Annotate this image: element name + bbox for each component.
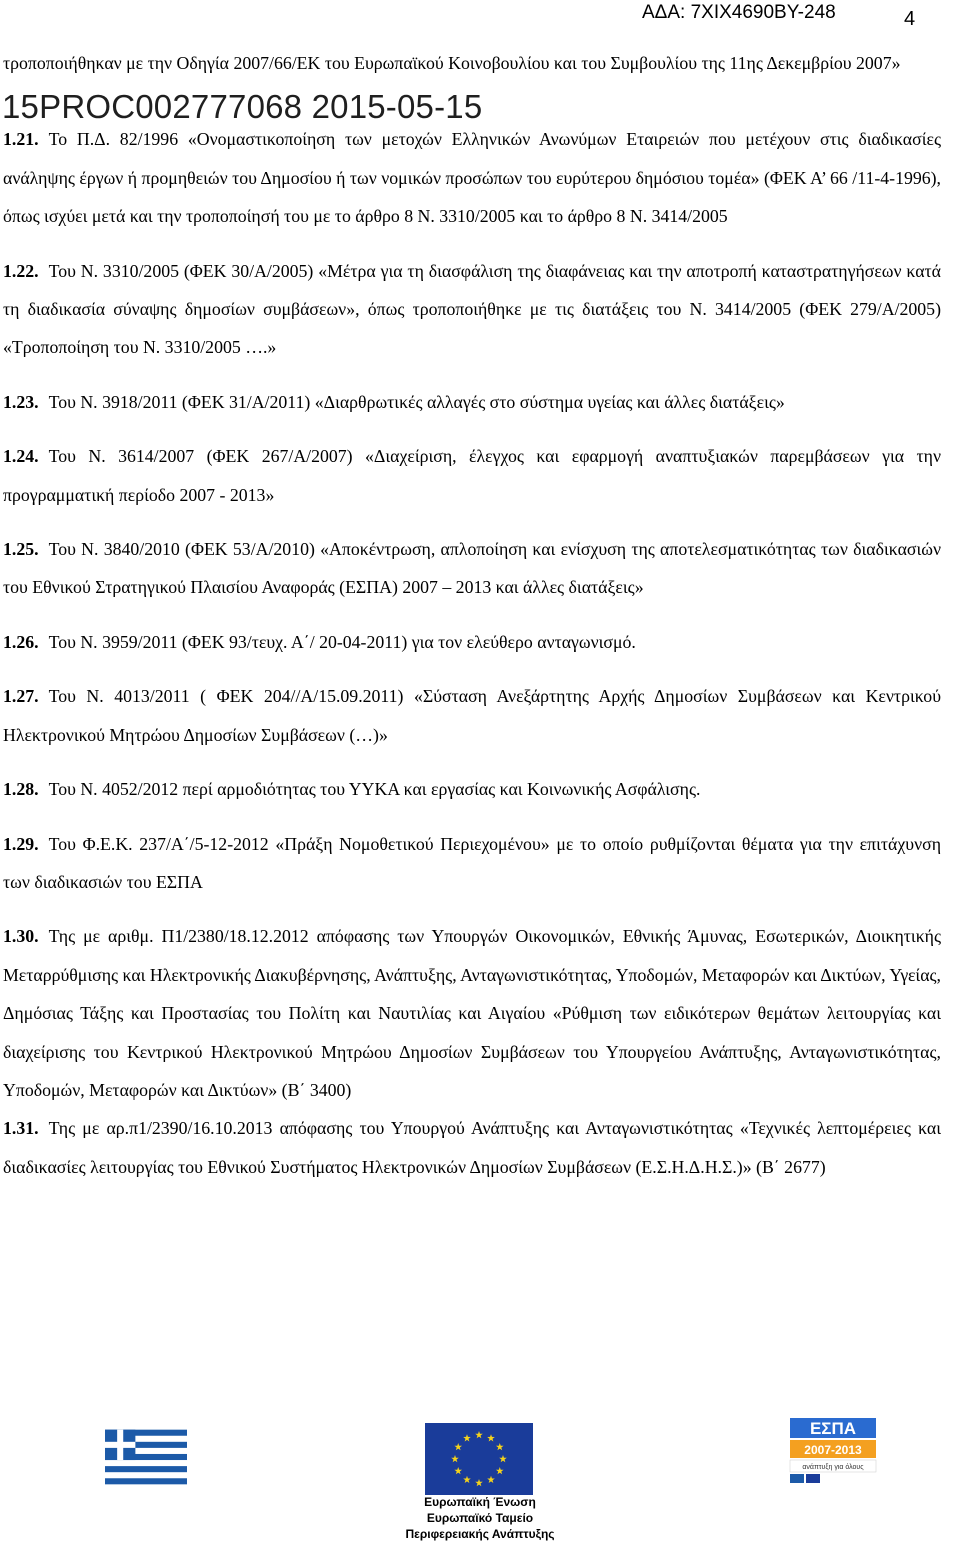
document-body [3,44,941,1186]
clause-number: 1.29. [3,833,39,854]
clause-number: 1.31. [3,1118,39,1139]
eu-flag-icon [425,1423,533,1495]
clause-number: 1.23. [3,391,39,412]
page-number: 4 [904,8,916,30]
clause-1-31 [3,1109,941,1186]
clause-1-22 [3,252,941,367]
clause-text: Του Ν. 3959/2011 (ΦΕΚ 93/τευχ. Α΄/ 20-04-2011) για τον ελεύθερο ανταγωνισμό. [48,631,636,652]
clause-1-30 [3,917,941,1109]
eu-caption [380,1494,580,1542]
espa-logo [782,1416,882,1496]
clause-text: Το Π.Δ. 82/1996 «Ονομαστικοποίηση των μετοχών Ελληνικών Ανωνύμων Εταιρειών που μετέχουν στις διαδικασίες ανάληψης έργων ή προμηθειών του Δημοσίου ή των νομικών προσώπων του ευρύτερου δημόσιου τομέα» (ΦΕΚ Α’ 66 /11-4-1996), όπως ισχύει μετά και την τροποποίησή του με το άρθρο 8 Ν. 3310/2005 και το άρθρο 8 Ν. 3414/2005 [3,129,941,227]
clause-1-27 [3,677,941,754]
clause-1-26 [3,623,941,661]
clause-number: 1.27. [3,686,39,707]
clause-1-29 [3,825,941,902]
espa-wordmark: ΕΣΠΑ [809,1419,857,1438]
protocol-watermark: 15PROC002777068 2015-05-15 [2,88,483,125]
clause-text: Της με αριθμ. Π1/2380/18.12.2012 απόφασης των Υπουργών Οικονομικών, Εθνικής Άμυνας, Εσωτερικών, Διοικητικής Μεταρρύθμισης και Ηλεκτρονικής Διακυβέρνησης, Ανάπτυξης, Ανταγωνιστικότητας, Υποδομών, Μεταφορών και Δικτύων, Υγείας, Δημόσιας Τάξης και Προστασίας του Πολίτη και Ναυτιλίας και Αιγαίου «Ρύθμιση των ειδικότερων θεμάτων λειτουργίας και διαχείρισης του Κεντρικού Ηλεκτρονικού Μητρώου Δημοσίων Συμβάσεων του Υπουργείου Ανάπτυξης, Ανταγωνιστικότητας, Υποδομών, Μεταφορών και Δικτύων» (Β΄ 3400) [3,926,941,1100]
clause-1-23 [3,383,941,421]
clause-number: 1.21. [3,129,39,150]
clause-1-28 [3,770,941,808]
greek-flag-icon [105,1426,187,1488]
eu-line-3: Περιφερειακής Ανάπτυξης [405,1527,555,1541]
clause-text: Του Φ.Ε.Κ. 237/Α΄/5-12-2012 «Πράξη Νομοθετικού Περιεχομένου» με το οποίο ρυθμίζονται θέματα για την επιτάχυνση των διαδικασιών του ΕΣΠΑ [3,833,941,892]
clause-text: Του Ν. 3918/2011 (ΦΕΚ 31/Α/2011) «Διαρθρωτικές αλλαγές στο σύστημα υγείας και άλλες διατάξεις» [48,391,785,412]
clause-1-21 [3,120,941,235]
clause-text: Του Ν. 3840/2010 (ΦΕΚ 53/Α/2010) «Αποκέντρωση, απλοποίηση και ενίσχυση της αποτελεσματικότητας των διαδικασιών του Εθνικού Στρατηγικού Πλαισίου Αναφοράς (ΕΣΠΑ) 2007 – 2013 και άλλες διατάξεις» [3,539,941,598]
paragraph-continuation: τροποποιήθηκαν με την Οδηγία 2007/66/ΕΚ του Ευρωπαϊκού Κοινοβουλίου και του Συμβουλίου της 11ης Δεκεμβρίου 2007» [3,53,901,73]
clause-number: 1.30. [3,926,39,947]
clause-text: Του Ν. 4052/2012 περί αρμοδιότητας του ΥΥΚΑ και εργασίας και Κοινωνικής Ασφάλισης. [48,779,701,800]
clause-number: 1.28. [3,779,39,800]
ada-code: ΑΔΑ: 7ΧΙΧ4690ΒΥ-248 [642,2,836,23]
eu-line-2: Ευρωπαϊκό Ταμείο [426,1511,534,1525]
clause-text: Του Ν. 3310/2005 (ΦΕΚ 30/Α/2005) «Μέτρα για τη διασφάλιση της διαφάνειας και την αποτροπή καταστρατηγήσεων κατά τη διαδικασία σύναψης δημοσίων συμβάσεων», όπως τροποποιήθηκε με τις διατάξεις του Ν. 3414/2005 (ΦΕΚ 279/Α/2005) «Τροποποίηση του Ν. 3310/2005 ….» [3,260,941,358]
clause-number: 1.22. [3,260,39,281]
clause-number: 1.25. [3,539,39,560]
footer-logos [0,1416,960,1541]
clause-number: 1.24. [3,446,39,467]
eu-line-1: Ευρωπαϊκή Ένωση [424,1495,536,1509]
clause-text: Του Ν. 3614/2007 (ΦΕΚ 267/Α/2007) «Διαχείριση, έλεγχος και εφαρμογή αναπτυξιακών παρεμβάσεων για την προγραμματική περίοδο 2007 - 2013» [3,446,941,505]
clause-1-24 [3,437,941,514]
clause-text: Του Ν. 4013/2011 ( ΦΕΚ 204//Α/15.09.2011) «Σύσταση Ανεξάρτητης Αρχής Δημοσίων Συμβάσεων και Κεντρικού Ηλεκτρονικού Μητρώου Δημοσίων Συμβάσεων (…)» [3,686,941,745]
espa-years: 2007-2013 [804,1443,862,1457]
clause-1-25 [3,530,941,607]
clause-text: Της με αρ.π1/2390/16.10.2013 απόφασης του Υπουργού Ανάπτυξης και Ανταγωνιστικότητας «Τεχνικές λεπτομέρειες και διαδικασίες λειτουργίας του Εθνικού Συστήματος Ηλεκτρονικών Δημοσίων Συμβάσεων (Ε.Σ.Η.Δ.Η.Σ.)» (Β΄ 2677) [3,1118,941,1177]
clause-number: 1.26. [3,631,39,652]
espa-tagline: ανάπτυξη για όλους [802,1464,864,1471]
